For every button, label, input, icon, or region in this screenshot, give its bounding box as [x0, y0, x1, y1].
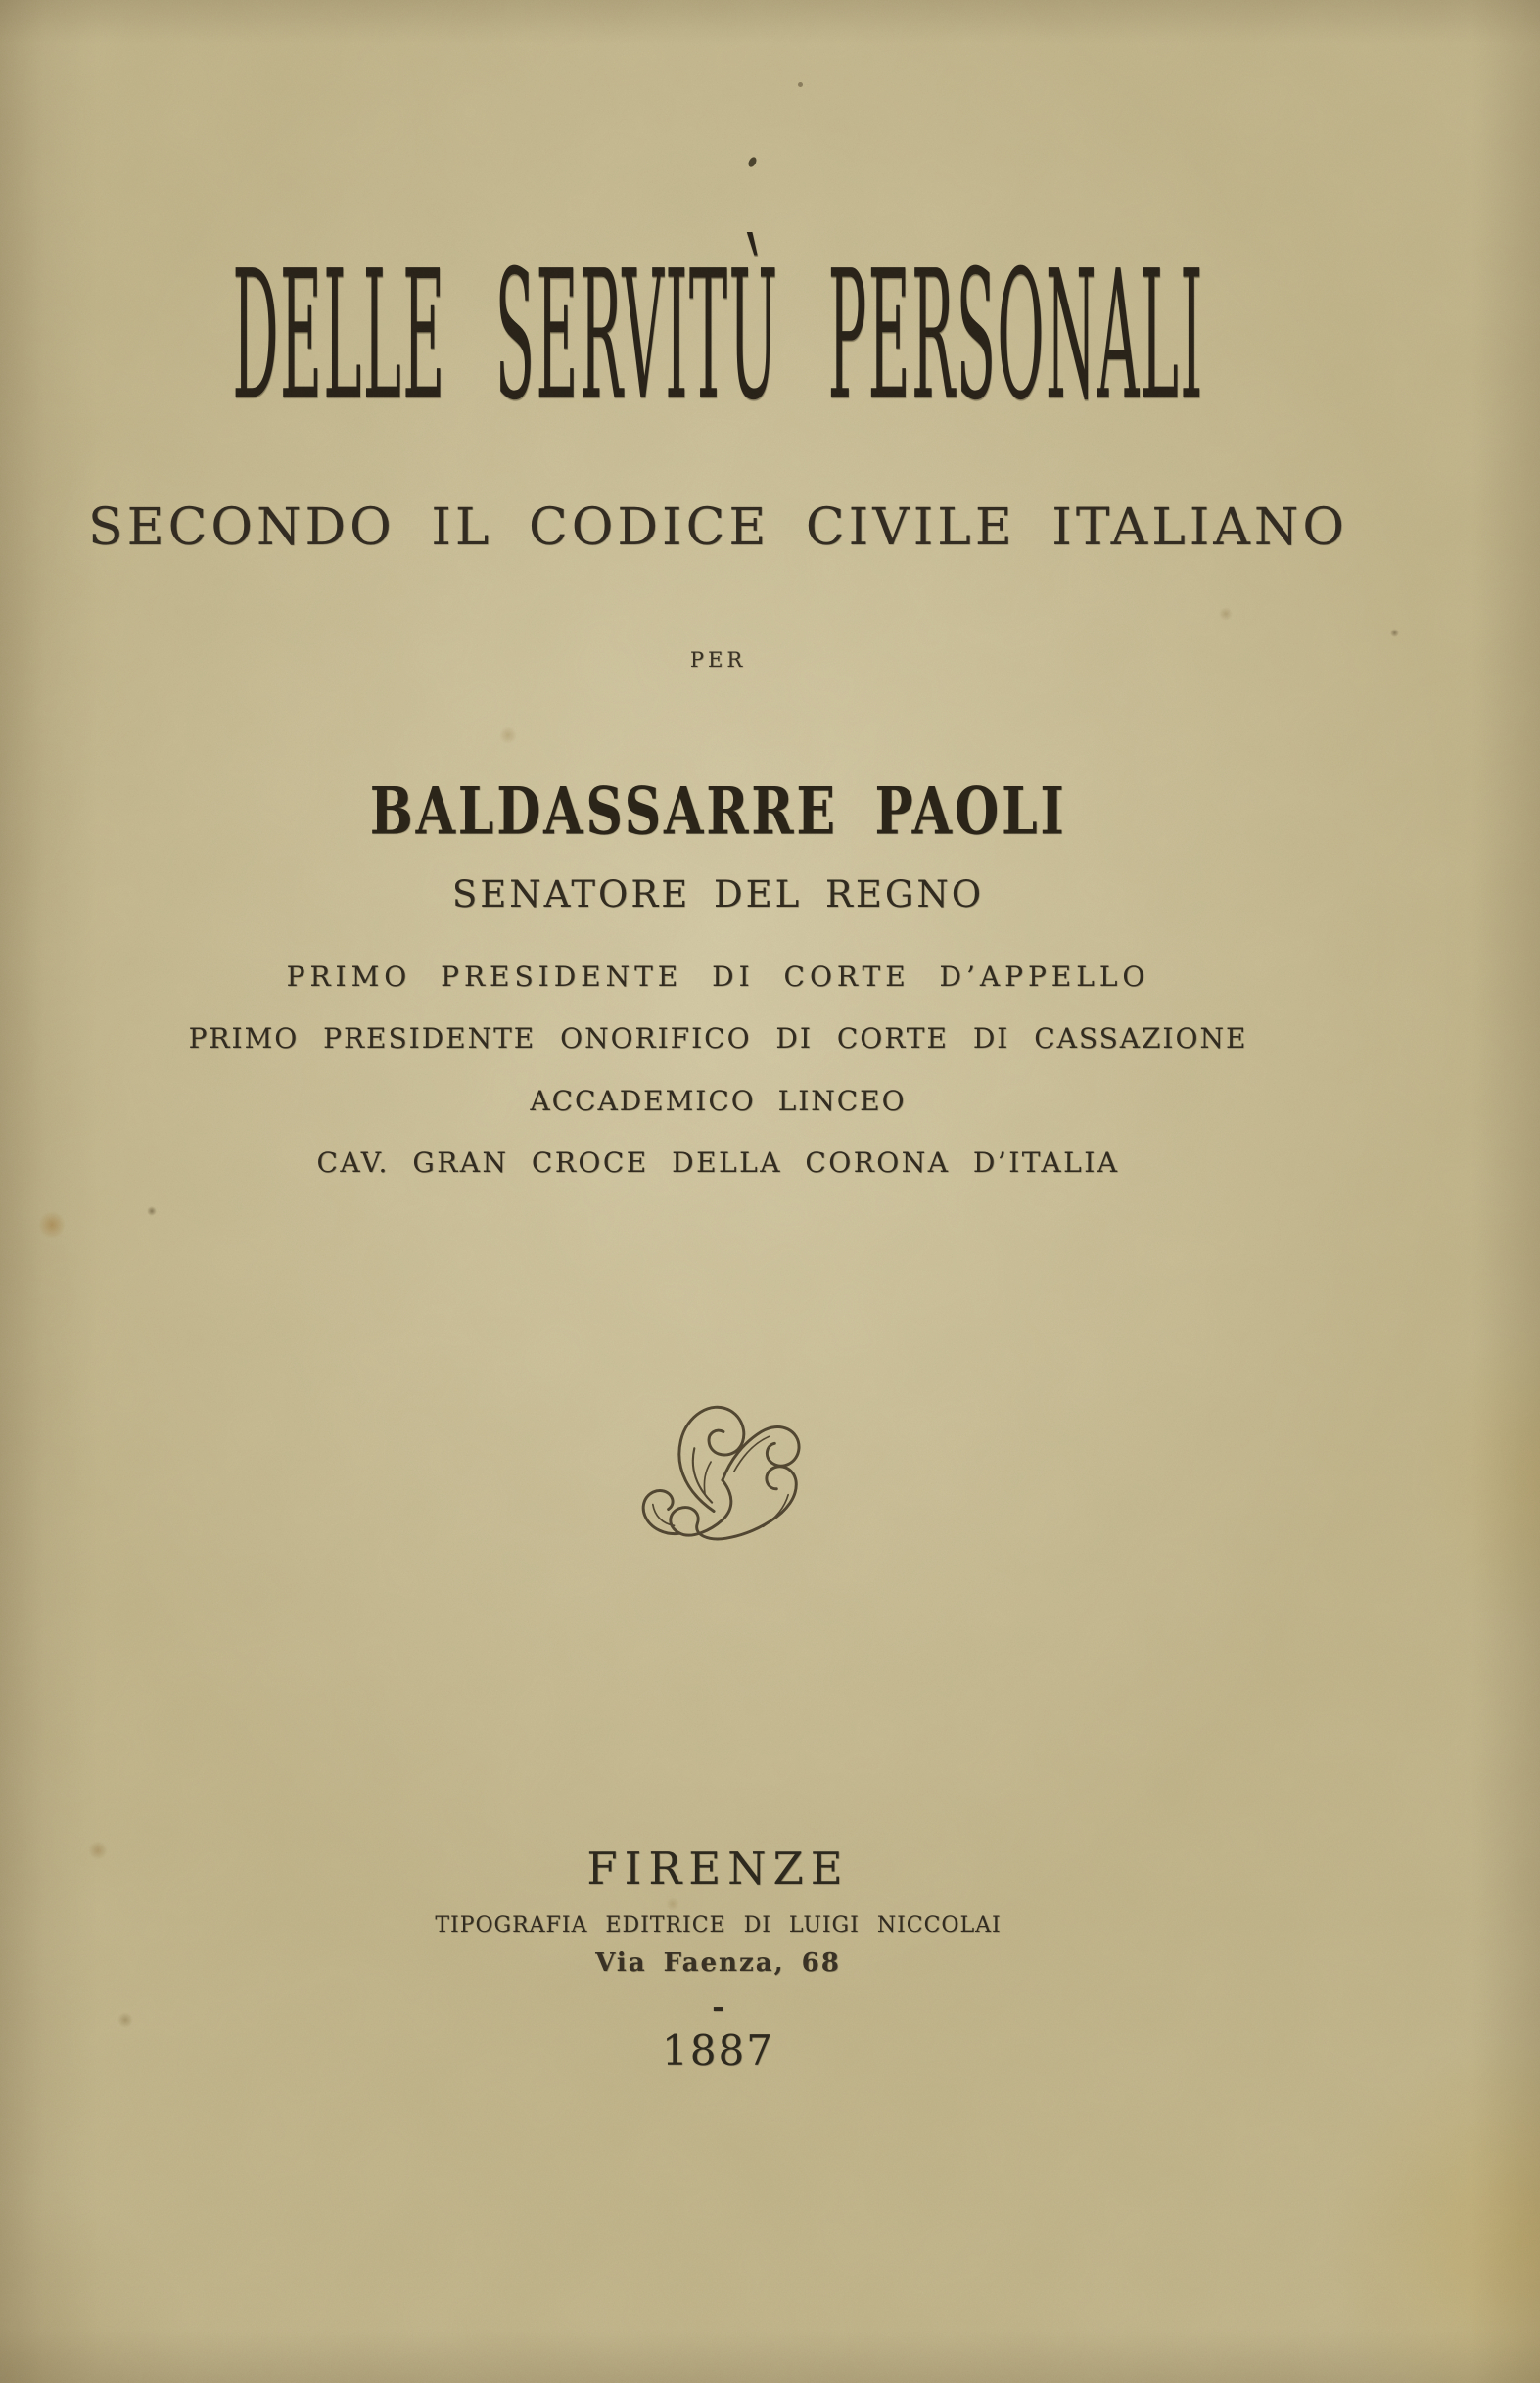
author-title-gran-croce: CAV. GRAN CROCE DELLA CORONA D’ITALIA: [316, 1146, 1120, 1179]
author-title-corte-appello: PRIMO PRESIDENTE DI CORTE D’APPELLO: [286, 960, 1150, 993]
author-title-senatore: SENATORE DEL REGNO: [451, 873, 985, 915]
book-subtitle: SECONDO IL CODICE CIVILE ITALIANO: [87, 498, 1348, 557]
author-title-accademico: ACCADEMICO LINCEO: [530, 1085, 907, 1117]
book-title: [0, 232, 1488, 442]
author-name-text: BALDASSARRE PAOLI: [369, 773, 1067, 850]
author-title-corte-cassazione: PRIMO PRESIDENTE ONORIFICO DI CORTE DI CASSAZIONE: [188, 1022, 1248, 1054]
printer-flourish-icon: [619, 1388, 818, 1551]
imprint-year: 1887: [662, 2027, 774, 2075]
imprint-address: Via Faenza, 68: [595, 1948, 841, 1978]
author-name: [0, 773, 1488, 850]
byline-intro: PER: [689, 648, 747, 672]
imprint-separator: -: [712, 1990, 724, 2025]
imprint-city: FIRENZE: [586, 1843, 850, 1894]
imprint-publisher: TIPOGRAFIA EDITRICE DI LUIGI NICCOLAI: [435, 1913, 1002, 1938]
book-title-text: DELLE SERVITÙ PERSONALI: [232, 232, 1204, 442]
